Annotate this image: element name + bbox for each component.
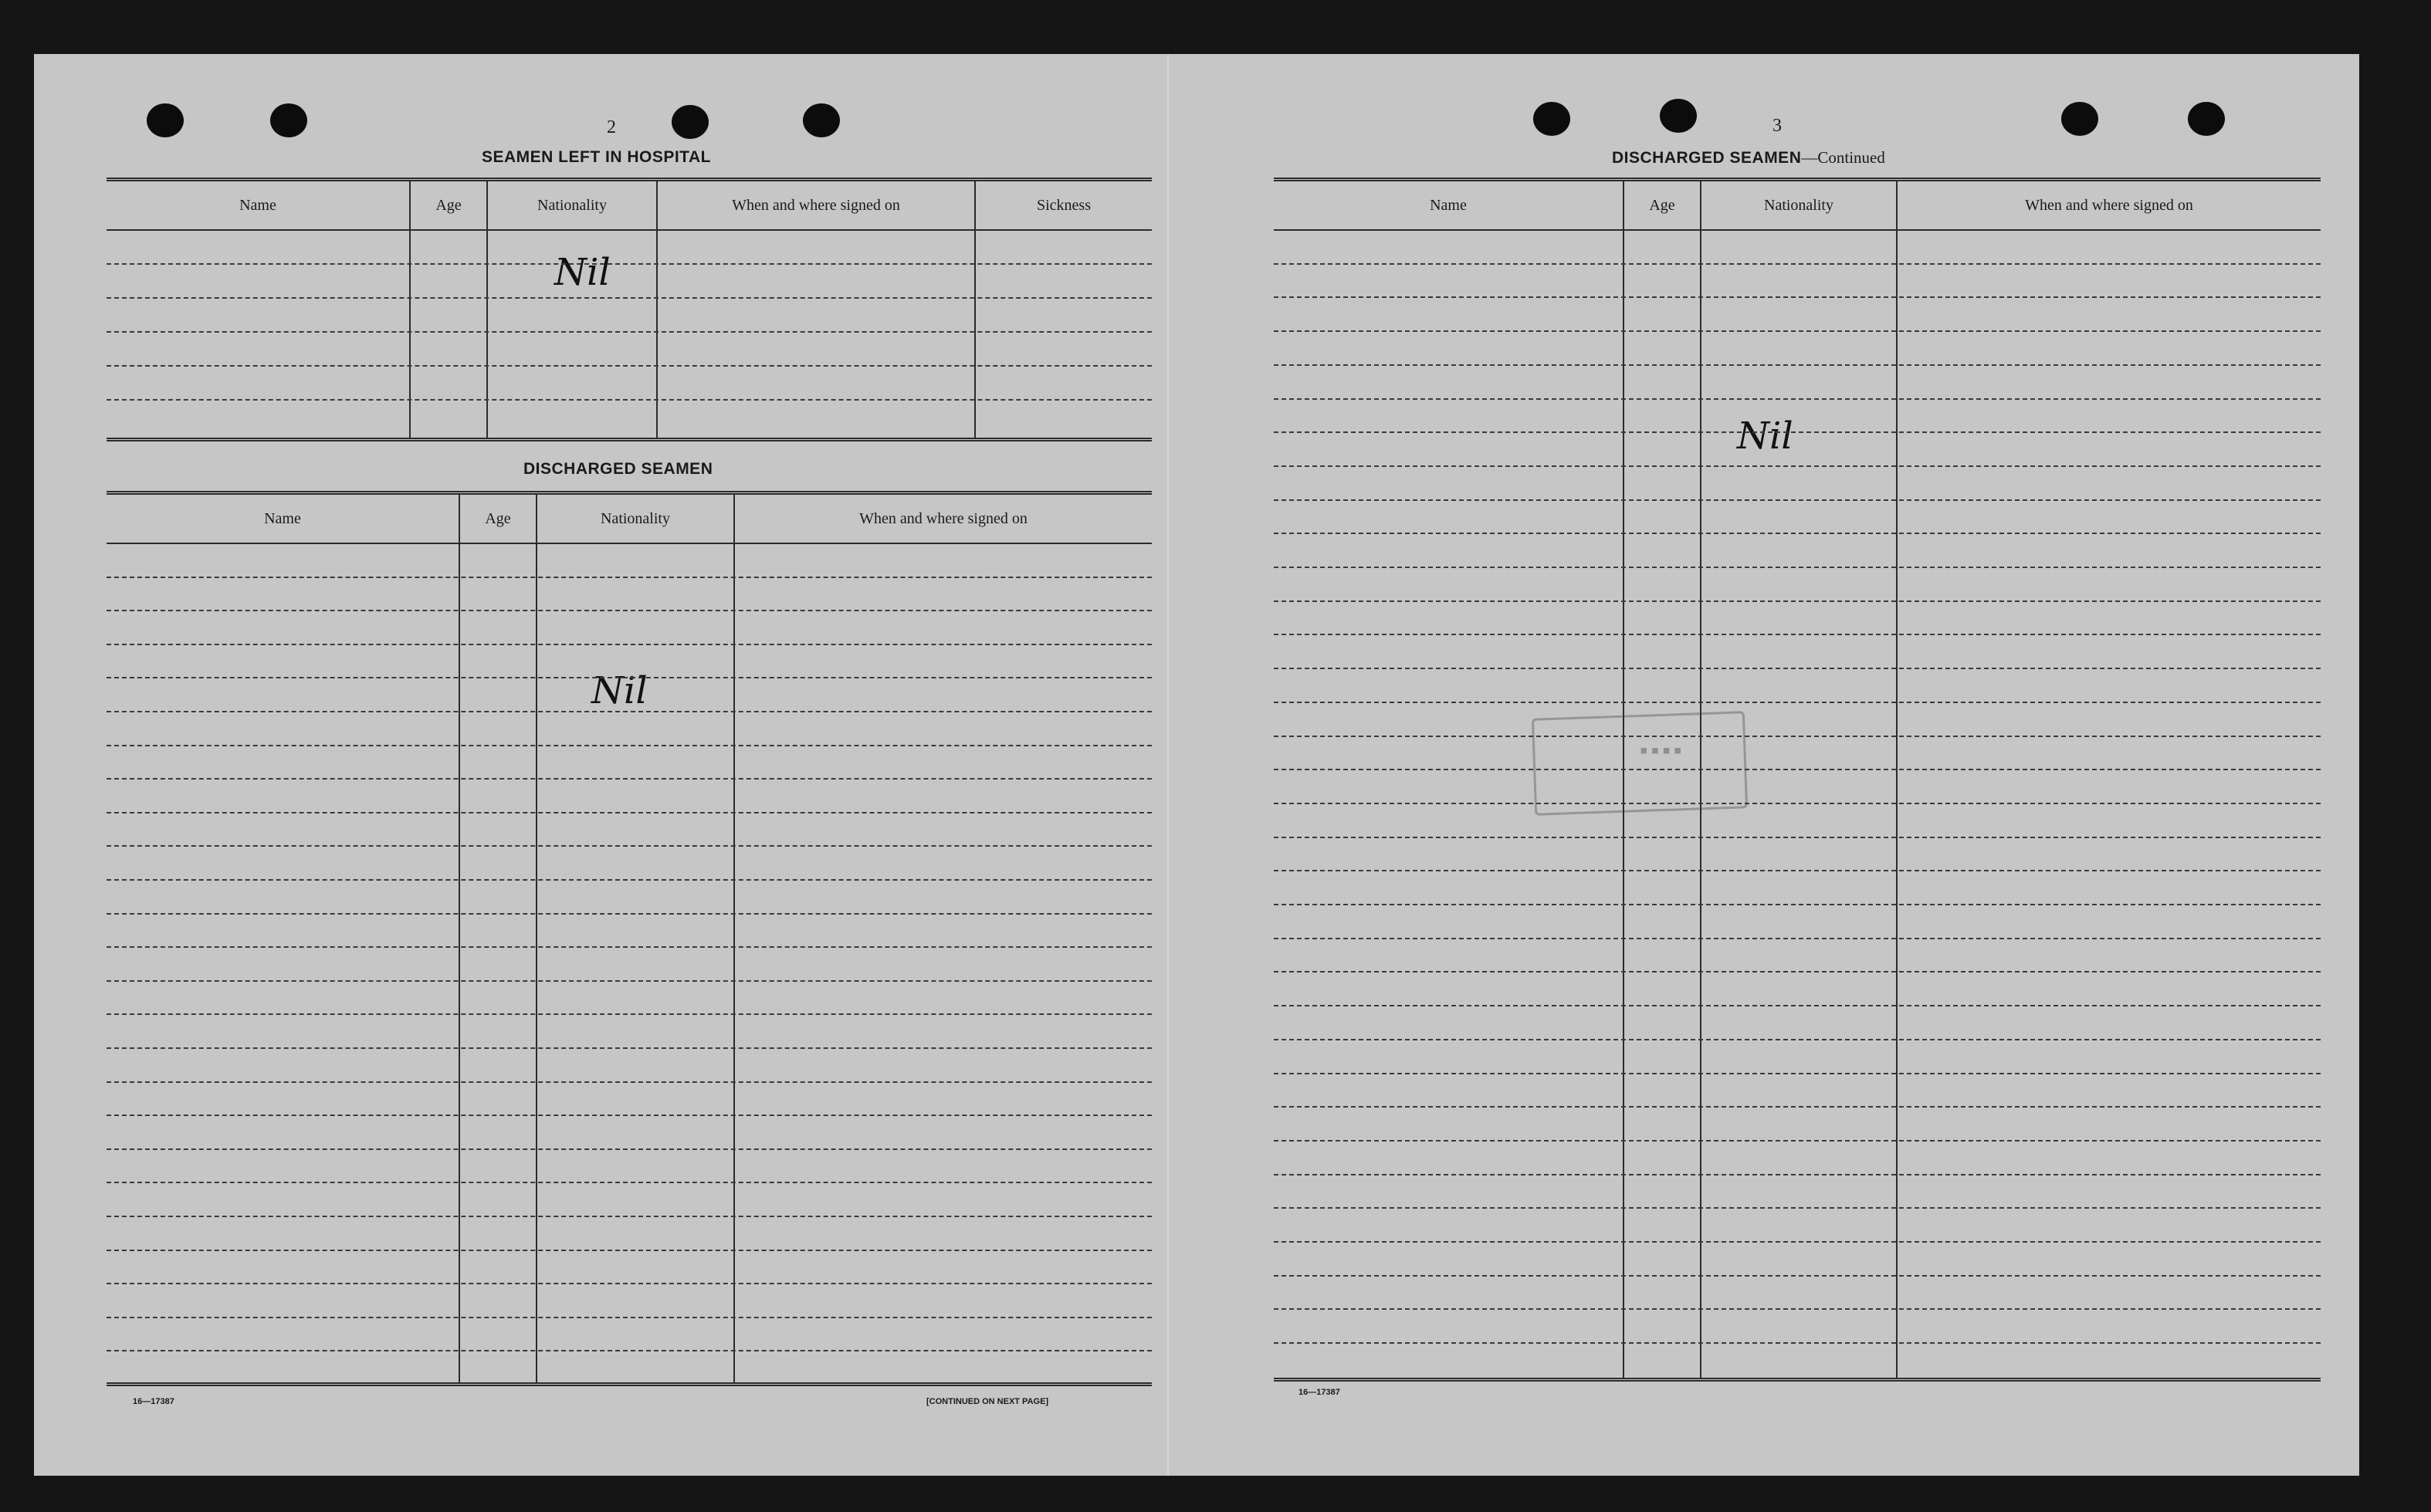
table-row xyxy=(1274,398,2321,400)
table-row xyxy=(107,610,1152,611)
table-row xyxy=(1274,1342,2321,1344)
table-row xyxy=(1274,1308,2321,1310)
table-row xyxy=(107,577,1152,578)
col-header-name: Name xyxy=(107,181,409,231)
col-header-nationality: Nationality xyxy=(488,181,656,231)
table-row xyxy=(1274,870,2321,871)
continuation-note: [CONTINUED ON NEXT PAGE] xyxy=(926,1397,1049,1406)
table-row xyxy=(107,677,1152,678)
punch-hole xyxy=(1660,99,1697,133)
table-row xyxy=(1274,837,2321,838)
table-row xyxy=(1274,499,2321,501)
table-row xyxy=(107,845,1152,847)
page-number-left: 2 xyxy=(607,117,616,137)
table-row xyxy=(1274,533,2321,534)
table-row xyxy=(1274,567,2321,568)
col-header-signed-on: When and where signed on xyxy=(658,181,974,231)
title-suffix: —Continued xyxy=(1801,148,1885,167)
table-row xyxy=(1274,736,2321,737)
table-row xyxy=(1274,1140,2321,1142)
table-row xyxy=(107,980,1152,982)
table-row xyxy=(1274,263,2321,265)
punch-hole xyxy=(147,103,184,137)
discharged-table xyxy=(107,491,1152,1386)
title-bold: DISCHARGED SEAMEN xyxy=(1612,149,1802,167)
col-header-sickness: Sickness xyxy=(976,181,1152,231)
table-row xyxy=(107,1317,1152,1318)
table-row xyxy=(1274,803,2321,804)
table-row xyxy=(107,1250,1152,1251)
punch-hole xyxy=(2061,102,2098,136)
table-row xyxy=(107,1350,1152,1351)
table-row xyxy=(107,745,1152,746)
page-number-right: 3 xyxy=(1772,116,1782,136)
table-row xyxy=(107,1047,1152,1049)
table-row xyxy=(1274,1174,2321,1175)
table-row xyxy=(107,879,1152,881)
punch-hole xyxy=(803,103,840,137)
form-number-left: 16—17387 xyxy=(133,1397,174,1406)
table-row xyxy=(1274,330,2321,332)
table-row xyxy=(107,365,1152,367)
table-row xyxy=(1274,1073,2321,1074)
faint-stamp-marks: ▪▪▪▪ xyxy=(1640,738,1685,763)
discharged-continued-title xyxy=(1612,148,1885,167)
col-header-nationality: Nationality xyxy=(1701,181,1896,231)
table-row xyxy=(107,913,1152,915)
table-row xyxy=(1274,364,2321,366)
handwritten-entry: Nil xyxy=(591,669,648,712)
document-sheet xyxy=(34,54,2359,1476)
table-row xyxy=(107,1182,1152,1183)
table-row xyxy=(107,331,1152,333)
table-row xyxy=(1274,904,2321,905)
table-row xyxy=(1274,668,2321,669)
table-row xyxy=(1274,600,2321,602)
handwritten-entry: Nil xyxy=(1737,414,1793,458)
table-row xyxy=(1274,938,2321,939)
column-divider xyxy=(1896,181,1898,1378)
discharged-continued-table xyxy=(1274,178,2321,1382)
table-row xyxy=(1274,1207,2321,1209)
page-fold xyxy=(1167,54,1169,1476)
table-row xyxy=(107,1148,1152,1150)
table-row xyxy=(1274,1005,2321,1006)
hospital-section-title: SEAMEN LEFT IN HOSPITAL xyxy=(482,148,711,166)
hospital-table xyxy=(107,178,1152,441)
col-header-age: Age xyxy=(1624,181,1700,231)
table-row xyxy=(1274,1106,2321,1108)
table-row xyxy=(107,399,1152,401)
discharged-section-title: DISCHARGED SEAMEN xyxy=(523,460,713,478)
table-row xyxy=(107,812,1152,814)
col-header-signed-on: When and where signed on xyxy=(735,495,1152,544)
punch-hole xyxy=(672,105,709,139)
table-row xyxy=(1274,702,2321,703)
table-row xyxy=(107,711,1152,712)
table-row xyxy=(1274,1275,2321,1277)
table-row xyxy=(1274,769,2321,770)
punch-hole xyxy=(270,103,307,137)
col-header-signed-on: When and where signed on xyxy=(1898,181,2321,231)
table-row xyxy=(1274,431,2321,433)
table-row xyxy=(1274,296,2321,298)
table-row xyxy=(107,263,1152,265)
table-row xyxy=(107,1013,1152,1015)
punch-hole xyxy=(2188,102,2225,136)
punch-hole xyxy=(1533,102,1570,136)
table-row xyxy=(107,1216,1152,1217)
table-row xyxy=(1274,634,2321,635)
table-row xyxy=(107,946,1152,948)
table-row xyxy=(1274,1241,2321,1243)
table-row xyxy=(107,778,1152,780)
table-row xyxy=(107,1081,1152,1083)
table-row xyxy=(1274,971,2321,972)
col-header-name: Name xyxy=(1274,181,1623,231)
table-row xyxy=(107,1283,1152,1284)
col-header-age: Age xyxy=(460,495,536,544)
table-row xyxy=(107,297,1152,299)
col-header-nationality: Nationality xyxy=(537,495,733,544)
handwritten-entry: Nil xyxy=(554,251,611,294)
form-number-right: 16—17387 xyxy=(1298,1388,1340,1397)
table-row xyxy=(107,1115,1152,1116)
col-header-name: Name xyxy=(107,495,459,544)
table-row xyxy=(1274,1039,2321,1040)
table-row xyxy=(107,644,1152,645)
table-row xyxy=(1274,465,2321,467)
col-header-age: Age xyxy=(411,181,486,231)
